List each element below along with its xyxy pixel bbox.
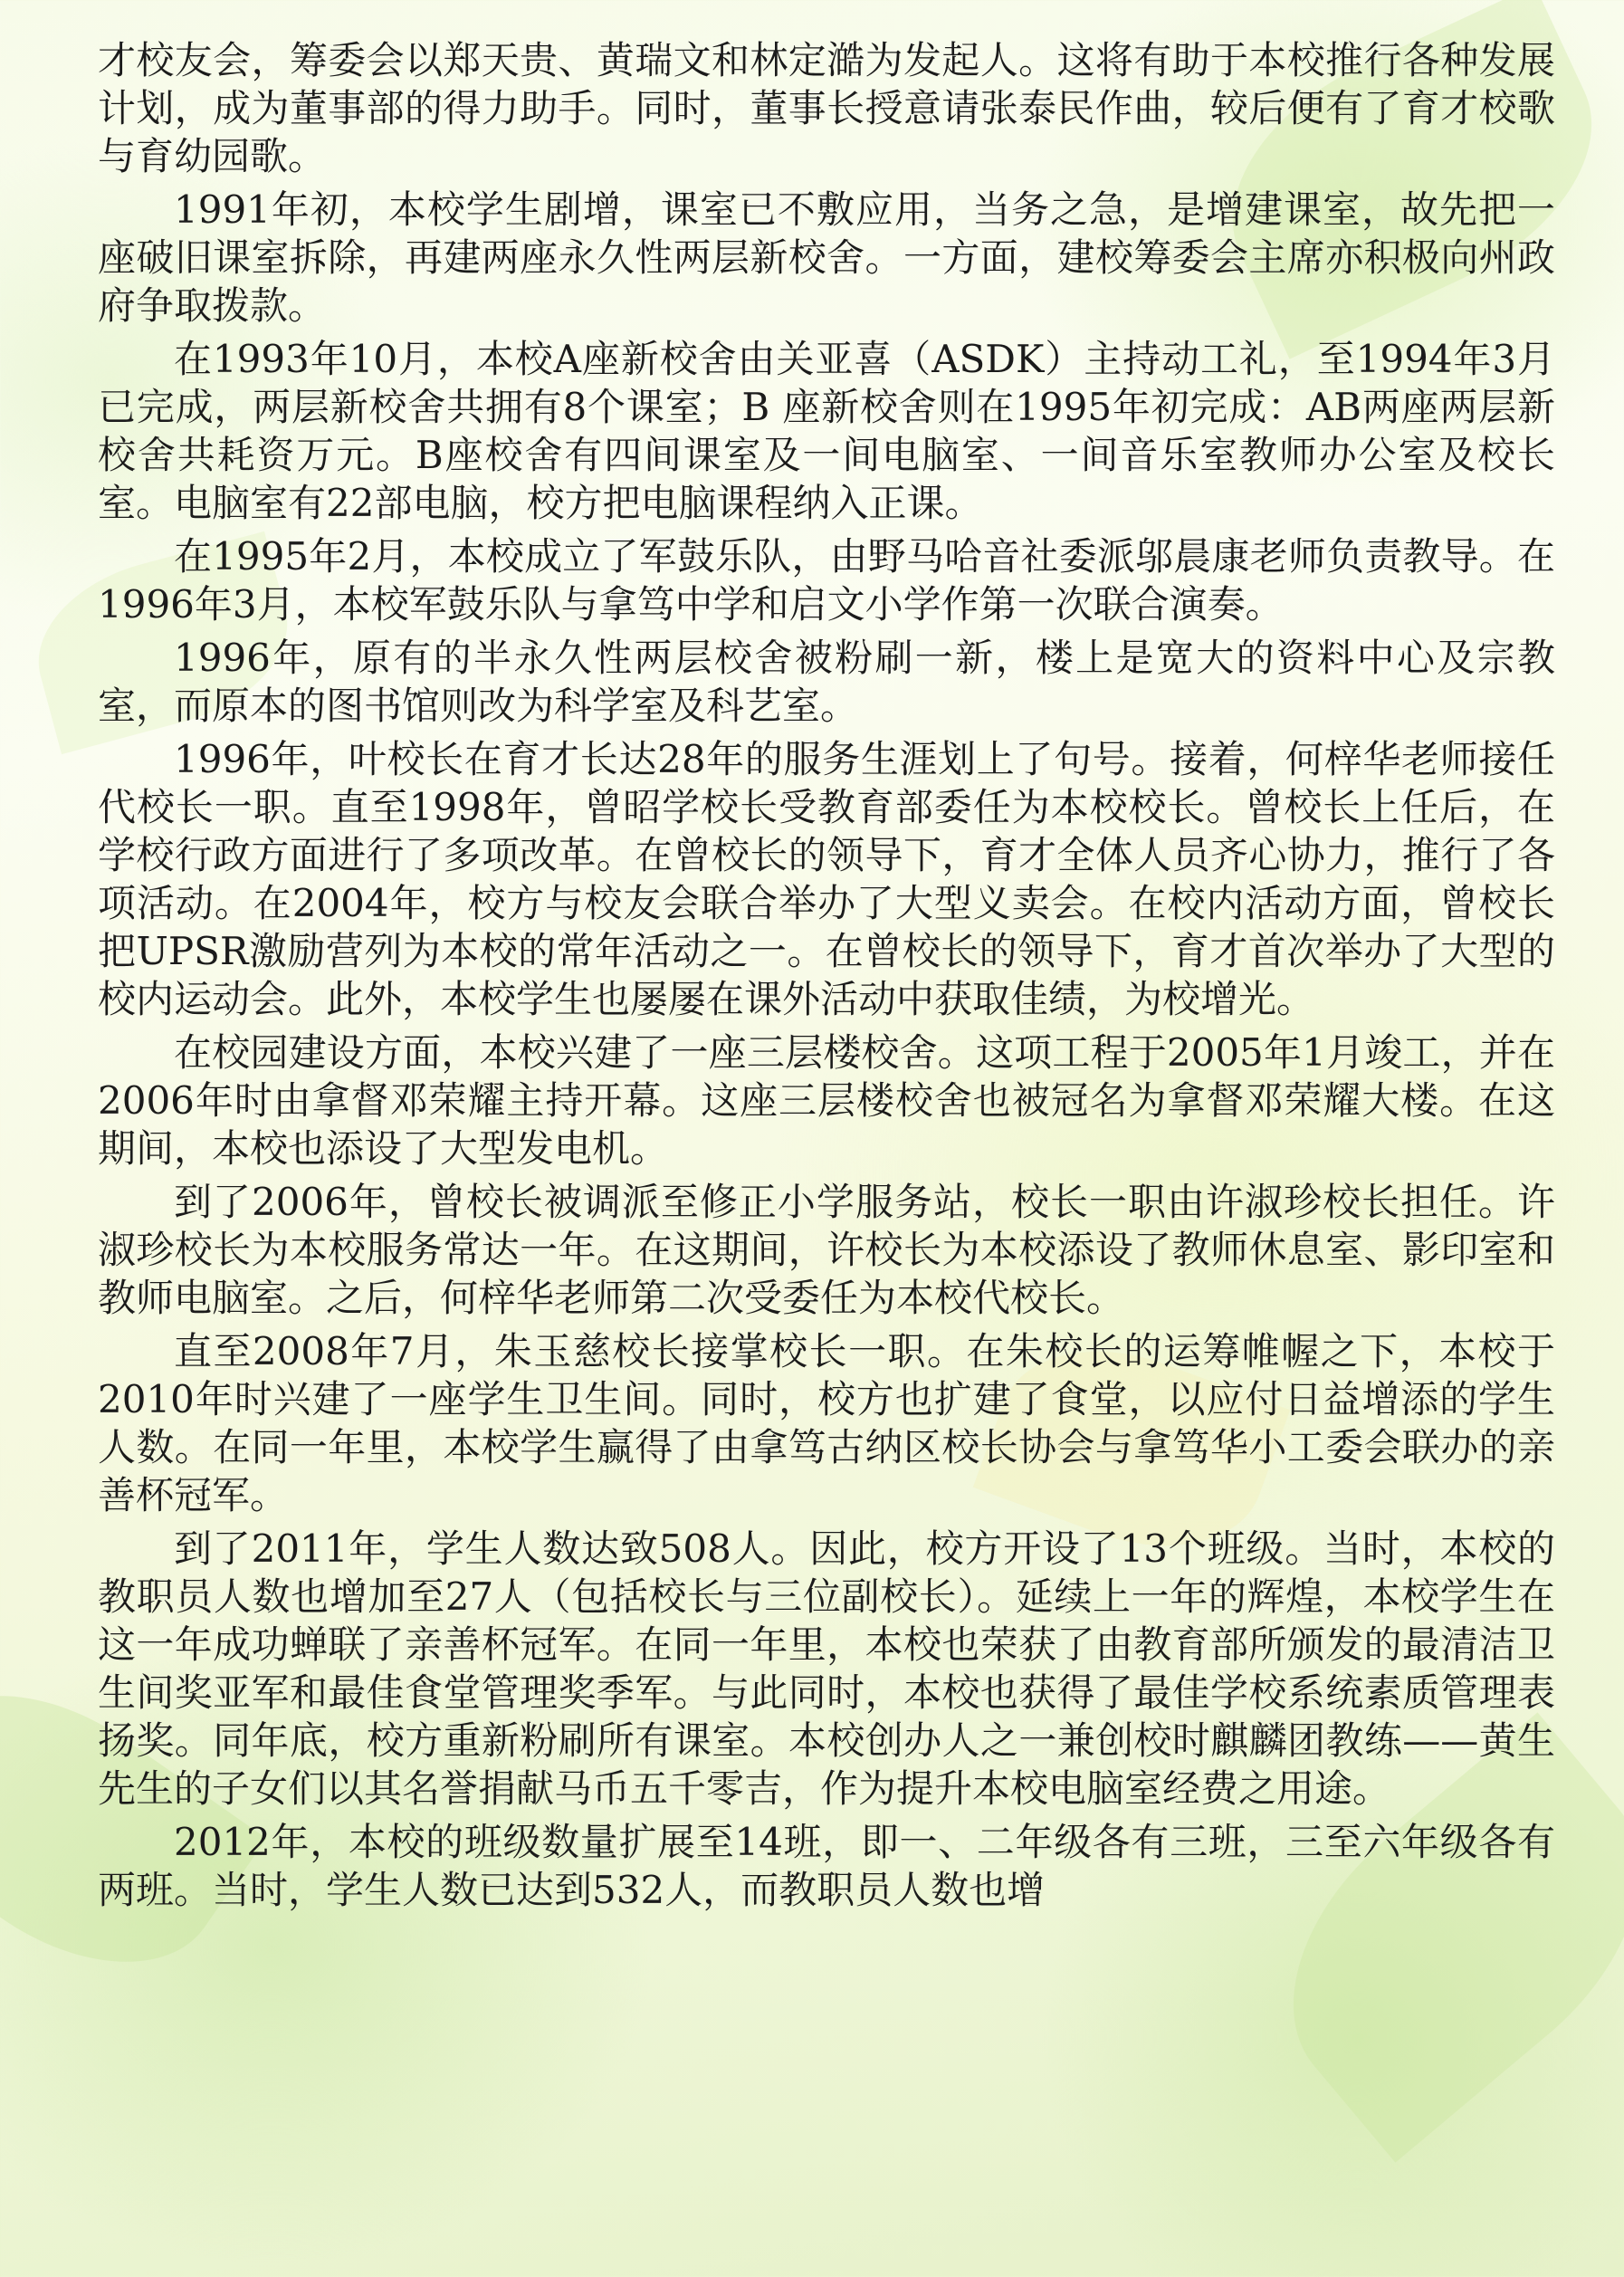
paragraph: 在1993年10月，本校A座新校舍由关亚喜（ASDK）主持动工礼，至1994年3月已完成，两层新校舍共拥有8个课室；B 座新校舍则在1995年初完成：AB两座两层新校舍共耗资万元。B座校舍有四间课室及一间电脑室、一间音乐室教师办公室及校长室。电脑室有22部电脑，校方把电脑课程纳入正课。 xyxy=(98,337,1555,525)
paragraph: 1991年初，本校学生剧增，课室已不敷应用，当务之急，是增建课室，故先把一座破旧课室拆除，再建两座永久性两层新校舍。一方面，建校筹委会主席亦积极向州政府争取拨款。 xyxy=(98,187,1555,328)
paragraph-truncated: 2012年，本校的班级数量扩展至14班，即一、二年级各有三班，三至六年级各有两班。当时，学生人数已达到532人，而教职员人数也增 xyxy=(98,1820,1555,1912)
paragraph: 到了2011年，学生人数达致508人。因此，校方开设了13个班级。当时，本校的教职员人数也增加至27人（包括校长与三位副校长）。延续上一年的辉煌，本校学生在这一年成功蝉联了亲善杯冠军。在同一年里，本校也荣获了由教育部所颁发的最清洁卫生间奖亚军和最佳食堂管理奖季军。与此同时，本校也获得了最佳学校系统素质管理表扬奖。同年底，校方重新粉刷所有课室。本校创办人之一兼创校时麒麟团教练——黄生先生的子女们以其名誉捐献马币五千零吉，作为提升本校电脑室经费之用途。 xyxy=(98,1526,1555,1811)
paragraph: 在1995年2月，本校成立了军鼓乐队，由野马哈音社委派邬晨康老师负责教导。在1996年3月，本校军鼓乐队与拿笃中学和启文小学作第一次联合演奏。 xyxy=(98,534,1555,627)
paragraph-continuation: 才校友会，筹委会以郑天贵、黄瑞文和林定澔为发起人。这将有助于本校推行各种发展计划，成为董事部的得力助手。同时，董事长授意请张泰民作曲，较后便有了育才校歌与育幼园歌。 xyxy=(98,38,1555,178)
paragraph: 在校园建设方面，本校兴建了一座三层楼校舍。这项工程于2005年1月竣工，并在2006年时由拿督邓荣耀主持开幕。这座三层楼校舍也被冠名为拿督邓荣耀大楼。在这期间，本校也添设了大型发电机。 xyxy=(98,1030,1555,1171)
paragraph: 直至2008年7月，朱玉慈校长接掌校长一职。在朱校长的运筹帷幄之下，本校于2010年时兴建了一座学生卫生间。同时，校方也扩建了食堂，以应付日益增添的学生人数。在同一年里，本校学生赢得了由拿笃古纳区校长协会与拿笃华小工委会联办的亲善杯冠军。 xyxy=(98,1329,1555,1517)
document-page xyxy=(98,36,1555,1919)
paragraph: 1996年，原有的半永久性两层校舍被粉刷一新，楼上是宽大的资料中心及宗教室，而原本的图书馆则改为科学室及科艺室。 xyxy=(98,636,1555,728)
paragraph: 1996年，叶校长在育才长达28年的服务生涯划上了句号。接着，何梓华老师接任代校长一职。直至1998年，曾昭学校长受教育部委任为本校校长。曾校长上任后，在学校行政方面进行了多项改革。在曾校长的领导下，育才全体人员齐心协力，推行了各项活动。在2004年，校方与校友会联合举办了大型义卖会。在校内活动方面，曾校长把UPSR激励营列为本校的常年活动之一。在曾校长的领导下，育才首次举办了大型的校内运动会。此外，本校学生也屡屡在课外活动中获取佳绩，为校增光。 xyxy=(98,737,1555,1021)
paragraph: 到了2006年，曾校长被调派至修正小学服务站，校长一职由许淑珍校长担任。许淑珍校长为本校服务常达一年。在这期间，许校长为本校添设了教师休息室、影印室和教师电脑室。之后，何梓华老师第二次受委任为本校代校长。 xyxy=(98,1180,1555,1320)
